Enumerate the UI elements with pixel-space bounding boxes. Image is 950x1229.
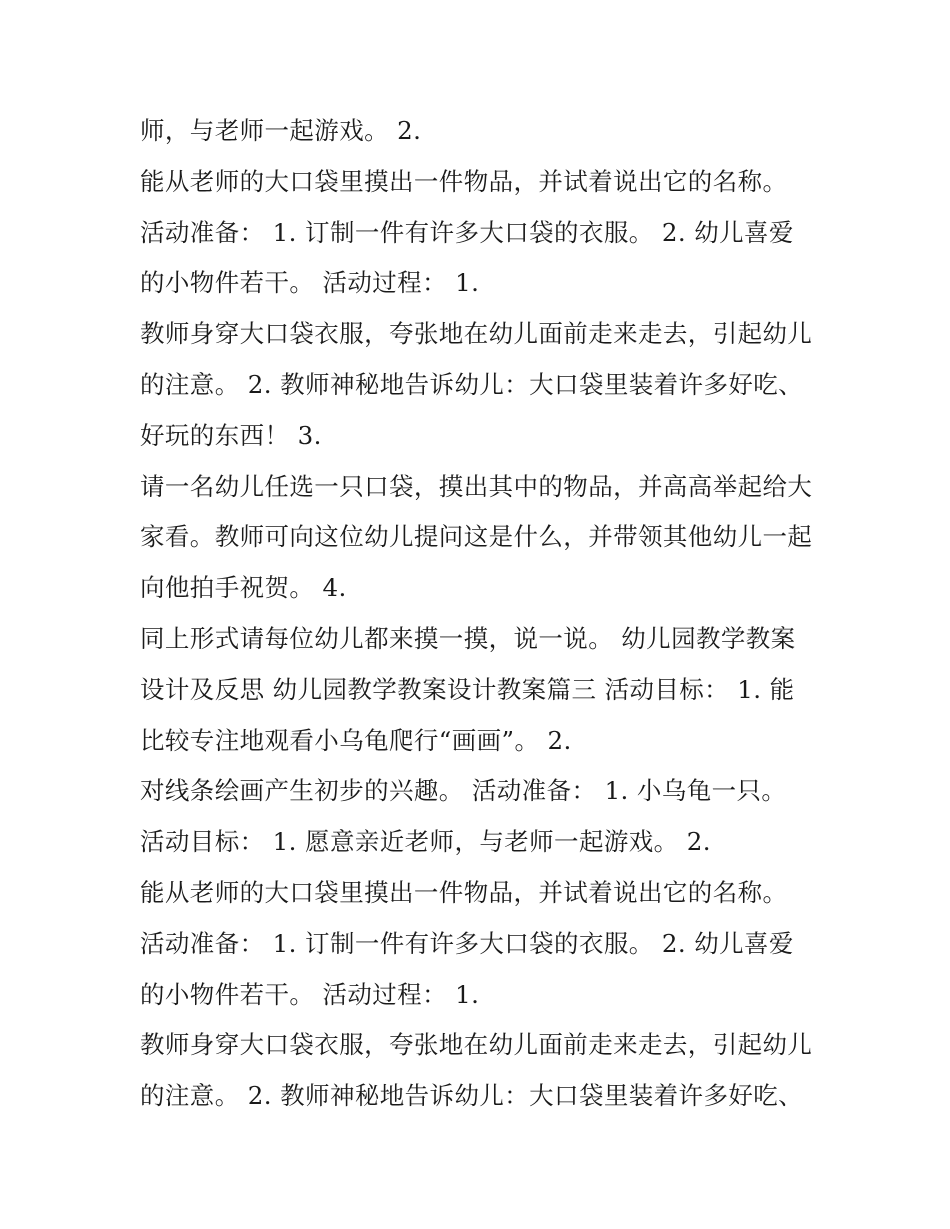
text-line: 能从老师的大口袋里摸出一件物品，并试着说出它的名称。 [140,877,788,907]
text-line: 对线条绘画产生初步的兴趣。 活动准备： 1. 小乌龟一只。 [140,776,787,806]
text-line: 的小物件若干。 活动过程： 1. [140,268,480,298]
text-line: 同上形式请每位幼儿都来摸一摸，说一说。 幼儿园教学教案 [140,623,796,653]
text-line: 设计及反思 幼儿园教学教案设计教案篇三 活动目标： 1. 能 [140,674,795,704]
text-line: 比较专注地观看小乌龟爬行“画画”。 2. [140,725,572,755]
text-line: 师，与老师一起游戏。 2. [140,116,422,145]
text-line: 向他拍手祝贺。 4. [140,573,347,603]
text-line: 的小物件若干。 活动过程： 1. [140,979,480,1009]
text-line: 活动准备： 1. 订制一件有许多大口袋的衣服。 2. 幼儿喜爱 [140,928,794,958]
text-line: 教师身穿大口袋衣服，夸张地在幼儿面前走来走去，引起幼儿 [140,1030,813,1060]
text-line: 的注意。 2. 教师神秘地告诉幼儿：大口袋里装着许多好吃、 [140,1081,804,1111]
text-line: 教师身穿大口袋衣服，夸张地在幼儿面前走来走去，引起幼儿 [140,319,813,349]
text-line: 活动准备： 1. 订制一件有许多大口袋的衣服。 2. 幼儿喜爱 [140,217,794,247]
text-line: 的注意。 2. 教师神秘地告诉幼儿：大口袋里装着许多好吃、 [140,369,804,399]
text-line: 活动目标： 1. 愿意亲近老师，与老师一起游戏。 2. [140,827,711,857]
document-body [140,106,840,1122]
text-line: 能从老师的大口袋里摸出一件物品，并试着说出它的名称。 [140,166,788,196]
text-line: 请一名幼儿任选一只口袋，摸出其中的物品，并高高举起给大 [140,471,813,501]
text-line: 好玩的东西！ 3. [140,420,322,450]
text-line: 家看。教师可向这位幼儿提问这是什么，并带领其他幼儿一起 [140,522,813,552]
